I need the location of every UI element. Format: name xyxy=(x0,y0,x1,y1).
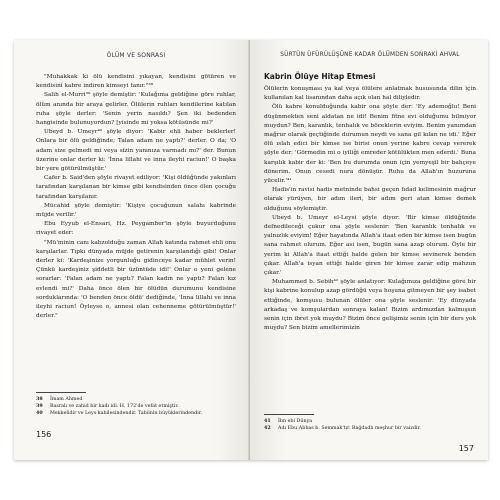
footnote xyxy=(36,396,236,403)
footnote xyxy=(36,410,236,417)
footnote xyxy=(36,403,236,410)
running-head-right: SÜRTÜN ÜFÜRÜLÜŞÜNE KADAR ÖLÜMDEN SONRAKİ AHVAL xyxy=(280,52,460,58)
paragraph: Ebu Eyyub el-Ensari, Hz. Peygamber'in şöyle buyurduğunu rivayet eder: xyxy=(36,221,236,237)
footnote-text: Adı Ebu Abbas b. Semmak'tır. Bağdadlı meşhur bir vaizdir. xyxy=(278,426,421,431)
left-page xyxy=(14,40,250,460)
running-head-left: ÖLÜM VE SONRASI xyxy=(106,52,166,59)
paragraph: "Mü'minin canı kabzolduğu zaman Allah katında rahmet ehli onu karşılarlar. Tıpkı dünyada müjde getirenin karşılandığı gibi! Onlar derler ki: 'Kardeşinize yorgunluğu gidinceye kadar mühlet verin! Çünkü kardeşiniz şiddetli bir üzüntüde idi!' Onlar o yeni gelene sorarlar: 'Falan adam ne yaptı? Falan kadın ne yaptı? Falan kız evlendi mi?' Daha önce ölen bir ölüdün durumunu kendisine sorduklarında: 'O benden önce öldü' dediğinde, 'İnna lillahi ve inna ileyhi raciun! Öyleyse o, annesi olan cehenneme götürülmüştür!' derler." xyxy=(36,239,236,320)
right-page xyxy=(250,40,488,460)
footnote xyxy=(264,425,476,432)
paragraph: Cafer b. Said'den şöyle rivayet ediliyor: 'Kişi öldüğünde yakınları tarafından karşılanan bir kimse gibi kendisinden önce ölen çocuğu tarafından karşılanır. xyxy=(36,175,236,200)
footnote-number: 38 xyxy=(36,396,43,402)
footnote-number: 42 xyxy=(264,425,271,431)
footnote-text: İbn ebi Dünya xyxy=(278,419,313,424)
page-number-right: 157 xyxy=(458,444,474,453)
footnotes-left xyxy=(36,392,236,417)
open-book xyxy=(14,40,488,460)
footnote-text: Basralı ve zahid bir kadı idi. H. 172'de vefat etmiştir. xyxy=(50,404,179,409)
paragraph: Ölülerin konuşması ya kal veya ölülere anlatmak hususunda dilin için kullanılan kal lisanından daha açık olan hal diliyledir. xyxy=(264,86,476,102)
footnote-number: 40 xyxy=(36,410,43,416)
paragraph: Salih el-Murri³⁹ şöyle demiştir: 'Kulağıma geldiğine göre ruhlar, ölüm anında bir araya gelirler. Ölülerin ruhları kendilerine katılan ruha şöyle derler: 'Senin yerin nasıldı? Şen iki bedenden hangisinde bulunuyordun? [yisinde mi yoksa kötüsünde mi?' xyxy=(36,92,236,127)
footnotes-right xyxy=(264,414,476,432)
footnote-rule xyxy=(36,392,86,393)
section-title: Kabrin Ölüye Hitap Etmesi xyxy=(264,72,376,81)
page-number-left: 156 xyxy=(36,430,52,439)
paragraph: "Muhakkak ki ölü kendisini yıkayan, kendisini götüren ve kendisini kabre indiren kimseyi tanır."³⁸ xyxy=(36,74,236,90)
paragraph: Muhammed b. Sebih⁴² şöyle anlatıyor: Kulağımıza geldiğine göre bir kişi kabrine konulup azap gördüğü veya hoşuna gitmeyen bir şey isabet ettiğinde, komşusu bulunan ölüler ona şöyle seslenir: 'Ey dünyada arkadaş ve komşulardan sonraya kalan! Bizim ardımızdan kalmışsın senin için ibret yok muydu? Bizim önce gelişimiz senin için bir ders yok muydu? Sen bizim amellerimizin xyxy=(264,279,476,332)
footnote-number: 41 xyxy=(264,418,271,424)
paragraph: Mücahid şöyle demiştir: 'Kişiye çocuğunun salahı kabrinde müjde verilir.' xyxy=(36,202,236,219)
paragraph: Ubeyd b. Umeyr⁴⁰ şöyle diyor: 'Kabir ehli haber beklerler! Onlara bir ölü geldiğinde; Talan adam ne yaptı?' derler. O da; 'O adam size gelmedi mi veya sizin yanınıza varmadı mı?' der. Bunun üzerine onlar derler ki: 'İnna lillahi ve inna ileyhi raciun!' O başka bir yere götürülmüştür.' xyxy=(36,129,236,173)
footnote xyxy=(264,418,476,425)
paragraph: Hadis'in ravisi hadis metninde bahsi geçen fıdad kelimesinin mağrur olarak yürüyen, bir adım ileri, bir adım geri atan kimse demek olduğunu söylemiştir. xyxy=(264,187,476,212)
paragraph: Ölü kabre konulduğunda kabir ona şöyle der: 'Ey ademoğlu! Beni düşünmekten seni aldatan ne idi! Benim fitne evi olduğumu bilmiyor muydun? Ben, karanlık, tenhalık ve böceklerin eviyim. Benim yanımdan mağrur olarak geçtiğinde durumun neydi ve sana gil kılan ne idi.' Eğer ölü ıslah edici bir kimse ise birisi onun yerine kabre cevap vererek şöyle der: 'Görmedin mi o iyiliği emreder kötülükten men ederdi.' Buna karşılık kabir der ki: 'Ben bu durumda onun için yemyeşil bir bahçeye dönerim. Onun cesedi nura dönüşür. Ruhu da Allah'ın huzuruna yücelir.'⁴¹ xyxy=(264,104,476,185)
footnote-rule xyxy=(264,414,314,415)
footnote-text: Mekkelidir ve Leys kabilesindendir. Tabiinin büyüklerindendir. xyxy=(50,411,203,416)
footnote-text: İmam Ahmed xyxy=(50,397,83,402)
footnote-number: 39 xyxy=(36,403,43,409)
paragraph: Ubeyd b. Umeyr el-Leysi şöyle diyor: 'Bir kimse öldüğünde defnedileceği çukur ona şöyle seslenir: 'Ben karanlık tenhalık ve yalnızlık eviyim! Eğer hayatında Allah'a itaat eden bir kimse isen bugün sana rahmet olurum. Eğer asi isen, bugün sana azap olurum. Öyle bir yerim ki Allah'a itaat ettiği halde gelen bir kimse sevinerek benden çıkar. Allah'a isyan ettiği halde giren bir kimse zarar edip mahzun çıkar.' xyxy=(264,214,476,277)
